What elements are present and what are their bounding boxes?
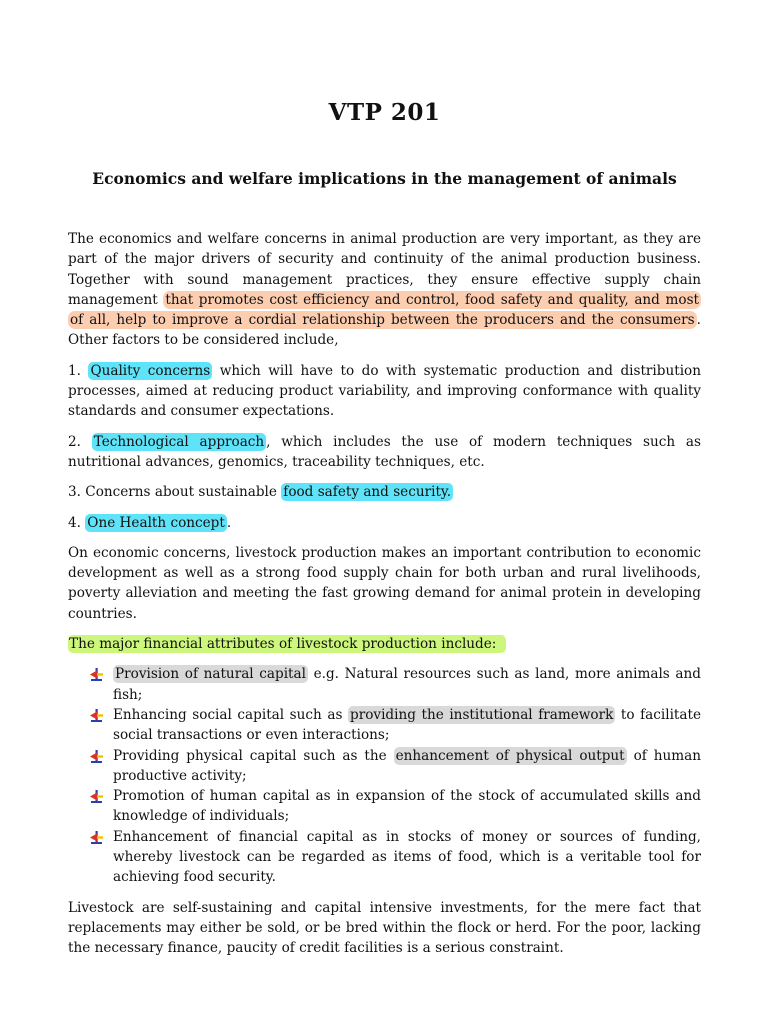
factor-number: 4.	[68, 514, 86, 531]
attribute-text-end: of human productive activity;	[113, 747, 701, 784]
list-item	[113, 786, 701, 827]
attribute-text: Enhancing social capital such as	[113, 706, 349, 723]
factor-text: .	[226, 514, 232, 531]
factor-number: 1.	[68, 362, 89, 379]
arrow-bullet-icon	[90, 709, 103, 722]
attribute-text-end: e.g. Natural resources such as land, more animals and fish;	[113, 666, 701, 703]
arrow-bullet-icon	[90, 750, 103, 763]
factor-item-3	[68, 482, 701, 502]
arrow-bullet-icon	[90, 831, 103, 844]
factor-text: which will have to do with systematic production and distribution processes, aimed at reducing product variability, and improving conformance with quality standards and consumer expectations.	[68, 362, 701, 420]
intro-text-end: . Other factors to be considered include,	[68, 312, 701, 349]
closing-paragraph: Livestock are self-sustaining and capital intensive investments, for the mere fact that replacements may either be sold, or be bred within the flock or herd. For the poor, lacking the necessary finance, paucity of credit facilities is a serious constraint.	[68, 899, 701, 957]
attribute-highlight: providing the institutional framework	[350, 706, 614, 723]
factor-item-1	[68, 361, 701, 422]
attributes-heading: The major financial attributes of livestock production include:	[68, 635, 506, 653]
list-item	[113, 746, 701, 787]
attribute-text-end: to facilitate social transactions or even interactions;	[113, 706, 701, 744]
arrow-bullet-icon	[90, 790, 103, 803]
factor-number: 2.	[68, 433, 92, 450]
intro-paragraph	[68, 229, 701, 351]
factor-text: , which includes the use of modern techniques such as nutritional advances, genomics, traceability techniques, etc.	[68, 433, 701, 470]
document-title: VTP 201	[328, 99, 441, 126]
factor-text: Concerns about sustainable	[85, 484, 282, 501]
factor-item-4	[68, 513, 701, 533]
factor-highlight: food safety and security.	[283, 484, 452, 501]
document-subtitle: Economics and welfare implications in the management of animals	[92, 169, 677, 188]
list-item	[113, 705, 701, 746]
attribute-text: Providing physical capital such as the	[113, 747, 394, 764]
intro-highlight: that promotes cost efficiency and control, food safety and quality, and most of all, help to improve a cordial relationship between the producers and the consumers	[70, 291, 700, 329]
factor-highlight: Quality concerns	[90, 362, 211, 379]
arrow-bullet-icon	[90, 668, 103, 681]
factor-item-2	[68, 432, 701, 473]
factor-highlight: One Health concept	[87, 514, 225, 531]
attribute-highlight: Provision of natural capital	[115, 666, 306, 683]
attribute-text: Enhancement of financial capital as in stocks of money or sources of funding, whereby livestock can be regarded as items of food, which is a veritable tool for achieving food security.	[113, 828, 701, 886]
list-item	[113, 664, 701, 705]
economic-paragraph: On economic concerns, livestock production makes an important contribution to economic development as well as a strong food supply chain for both urban and rural livelihoods, poverty alleviation and meeting the fast growing demand for animal protein in developing countries.	[68, 544, 701, 622]
attributes-heading-line	[68, 634, 701, 654]
attributes-list	[68, 664, 701, 887]
attribute-highlight: enhancement of physical output	[395, 747, 625, 764]
intro-text: The economics and welfare concerns in animal production are very important, as they are part of the major drivers of security and continuity of the animal production business. Together with sound management practices, they ensure effective supply chain management	[68, 231, 701, 308]
attribute-text: Promotion of human capital as in expansion of the stock of accumulated skills and knowledge of individuals;	[113, 788, 701, 825]
list-item	[113, 827, 701, 888]
factor-number: 3.	[68, 484, 86, 501]
factor-highlight: Technological approach	[93, 433, 265, 450]
